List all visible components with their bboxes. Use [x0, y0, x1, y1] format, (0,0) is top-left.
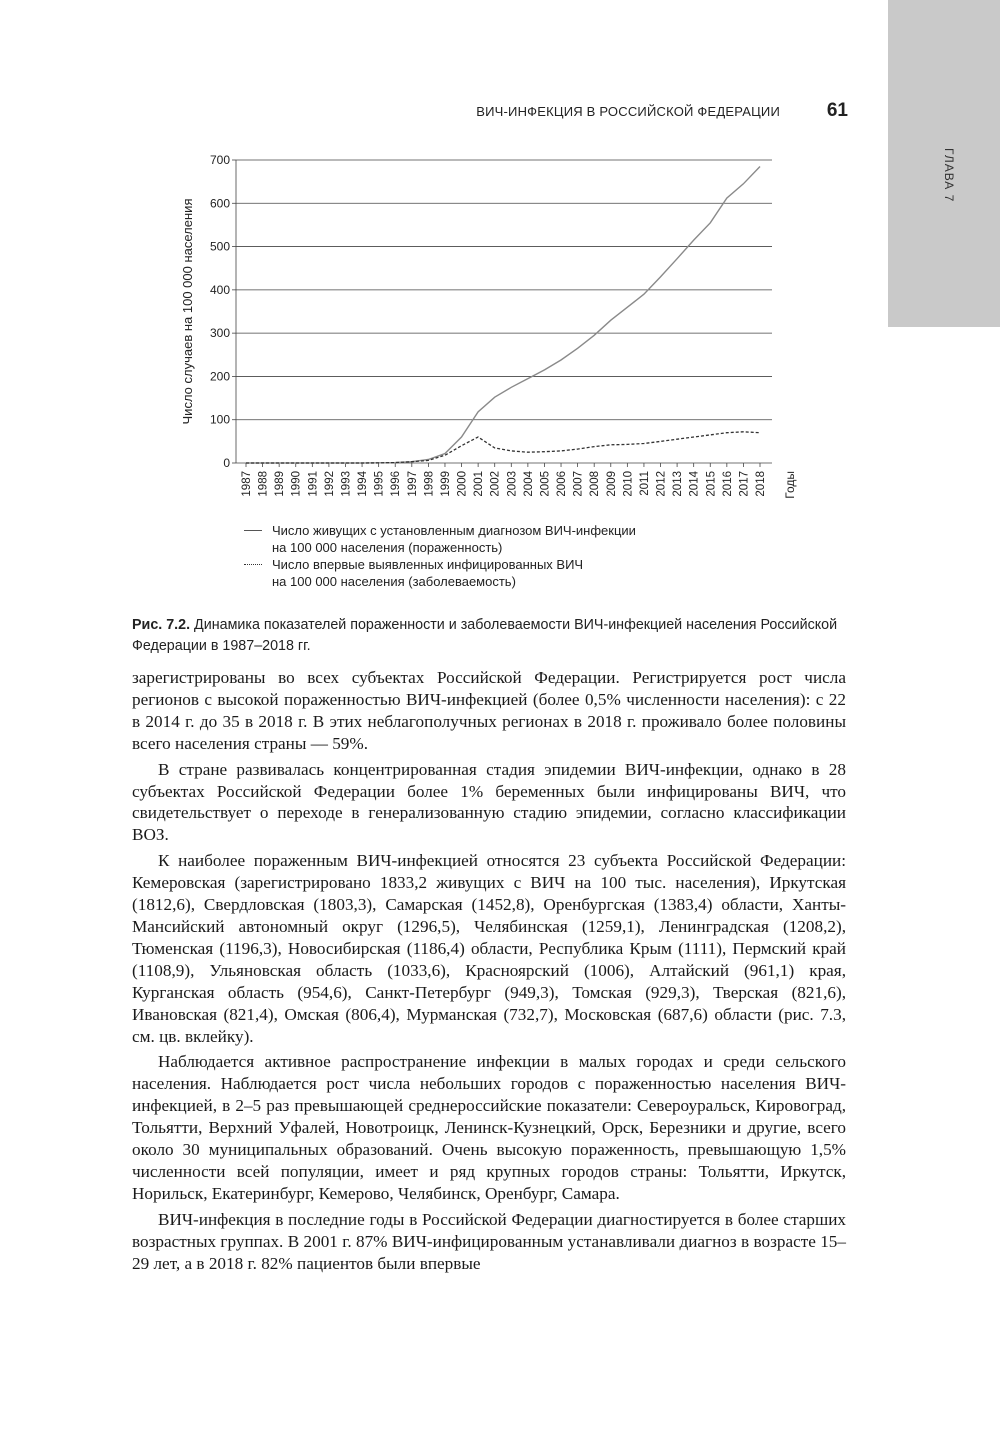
chart-legend [240, 522, 800, 590]
x-tick-label: 2009 [605, 471, 618, 497]
running-head: ВИЧ-ИНФЕКЦИЯ В РОССИЙСКОЙ ФЕДЕРАЦИИ [476, 104, 780, 119]
y-tick-label: 0 [223, 456, 230, 470]
x-tick-label: 2018 [755, 471, 767, 497]
x-tick-label: 2003 [506, 471, 519, 497]
paragraph: К наиболее пораженным ВИЧ-инфекцией относятся 23 субъекта Российской Федерации: Кемеровская (зарегистрировано 1833,2 живущих с ВИЧ на 100 тыс. населения), Иркутская (1812,6), Свердловская (1803,3), Самарская (1452,8), Оренбургская (1383,4) области, Ханты-Мансийский автономный округ (1296,5), Челябинская (1259,1), Ленинградская (1208,2), Тюменская (1196,3), Новосибирская (1186,4) области, Республика Крым (1111), Пермский край (1108,9), Ульяновская область (1033,6), Красноярский (1006), Алтайский (961,1) края, Курганская область (954,6), Санкт-Петербург (949,3), Томская (929,3), Тверская (821,6), Ивановская (821,4), Омская (806,4), Мурманская (732,7), Московская (687,6) области (рис. 7.3, см. цв. вклейку). [132, 851, 846, 1046]
caption-text: Динамика показателей пораженности и заболеваемости ВИЧ-инфекцией населения Российской Федерации в 1987–2018 гг. [132, 617, 838, 654]
y-tick-label: 600 [209, 196, 230, 211]
x-tick-label: 2010 [622, 471, 635, 497]
legend-label: Число живущих с установленным диагнозом ВИЧ-инфекции [272, 523, 636, 538]
legend-item-prevalence [240, 522, 800, 556]
x-axis-label: Годы [783, 471, 797, 499]
x-tick-label: 2005 [539, 471, 552, 497]
x-tick-label: 2012 [655, 471, 668, 497]
x-tick-label: 2002 [489, 471, 502, 497]
x-tick-label: 2006 [556, 471, 569, 497]
x-tick-label: 2013 [672, 471, 685, 497]
figure-caption [132, 615, 846, 657]
x-tick-label: 1998 [423, 471, 436, 497]
x-tick-label: 1997 [406, 471, 419, 497]
paragraph: В стране развивалась концентрированная стадия эпидемии ВИЧ-инфекции, однако в 28 субъектах Российской Федерации более 1% беременных были инфицированы ВИЧ, что свидетельствует о переходе в генерализованную стадию эпидемии, согласно классификации ВОЗ. [132, 759, 846, 845]
x-tick-label: 2015 [705, 471, 718, 497]
solid-line-swatch-icon [244, 530, 262, 531]
body-text [132, 667, 846, 1278]
x-tick-label: 2017 [738, 471, 751, 497]
x-tick-label: 2011 [638, 471, 651, 496]
paragraph: ВИЧ-инфекция в последние годы в Российской Федерации диагностируется в более старших возрастных группах. В 2001 г. 87% ВИЧ-инфицированным устанавливали диагноз в возрасте 15–29 лет, а в 2018 г. 82% пациентов были впервые [132, 1209, 846, 1273]
y-tick-label: 200 [209, 369, 230, 384]
y-tick-label: 700 [209, 153, 230, 167]
dotted-line-swatch-icon [244, 564, 262, 565]
legend-item-incidence [240, 556, 800, 590]
line-chart [170, 140, 830, 520]
series-line-incidence [246, 432, 760, 463]
x-tick-label: 1993 [340, 471, 353, 497]
x-tick-label: 2000 [456, 471, 469, 497]
caption-label: Рис. 7.2. [132, 617, 191, 633]
paragraph: зарегистрированы во всех субъектах Российской Федерации. Регистрируется рост числа регионов с высокой пораженностью ВИЧ-инфекцией (более 0,5% численности населения): с 22 в 2014 г. до 35 в 2018 г. В этих неблагополучных регионах в 2018 г. проживало более половины всего населения страны — 59%. [132, 668, 846, 753]
x-tick-label: 2001 [473, 471, 486, 497]
y-tick-label: 100 [209, 412, 230, 427]
y-axis-label: Число случаев на 100 000 населения [180, 198, 195, 425]
legend-label: на 100 000 населения (пораженность) [272, 540, 503, 555]
x-tick-label: 1990 [290, 471, 303, 497]
paragraph: Наблюдается активное распространение инфекции в малых городах и среди сельского населения. Наблюдается рост числа небольших городов с пораженностью населения ВИЧ-инфекцией, в 2–5 раз превышающей среднероссийские показатели: Североуральск, Кировоград, Тольятти, Верхний Уфалей, Новотроицк, Ленинск-Кузнецкий, Орск, Березники и другие, всего около 30 муниципальных образований. Очень высокую пораженность, превышающую 1,5% численности всей популяции, имеет и ряд крупных городов страны: Тольятти, Иркутск, Норильск, Екатеринбург, Кемерово, Челябинск, Оренбург, Самара. [132, 1052, 846, 1203]
chapter-tab-label: ГЛАВА 7 [942, 148, 956, 203]
legend-label: на 100 000 населения (заболеваемость) [272, 574, 516, 589]
x-tick-label: 1999 [439, 471, 452, 497]
x-tick-label: 1996 [390, 471, 403, 497]
y-tick-label: 400 [209, 282, 230, 297]
page-number: 61 [826, 100, 848, 121]
y-tick-label: 300 [209, 326, 230, 341]
x-tick-label: 2008 [589, 471, 602, 497]
x-tick-label: 1989 [274, 471, 287, 497]
x-tick-label: 1987 [241, 471, 253, 497]
x-tick-label: 1991 [307, 471, 320, 497]
x-tick-label: 2004 [522, 471, 535, 497]
x-tick-label: 1995 [373, 471, 386, 497]
x-tick-label: 2007 [572, 471, 585, 497]
series-line-prevalence [246, 167, 760, 464]
x-tick-label: 1988 [257, 471, 270, 497]
x-tick-label: 2014 [688, 471, 701, 497]
x-tick-label: 1992 [323, 471, 336, 497]
x-tick-label: 2016 [721, 471, 734, 497]
x-tick-label: 1994 [357, 471, 370, 497]
legend-label: Число впервые выявленных инфицированных ВИЧ [272, 557, 584, 572]
y-tick-label: 500 [209, 239, 230, 254]
